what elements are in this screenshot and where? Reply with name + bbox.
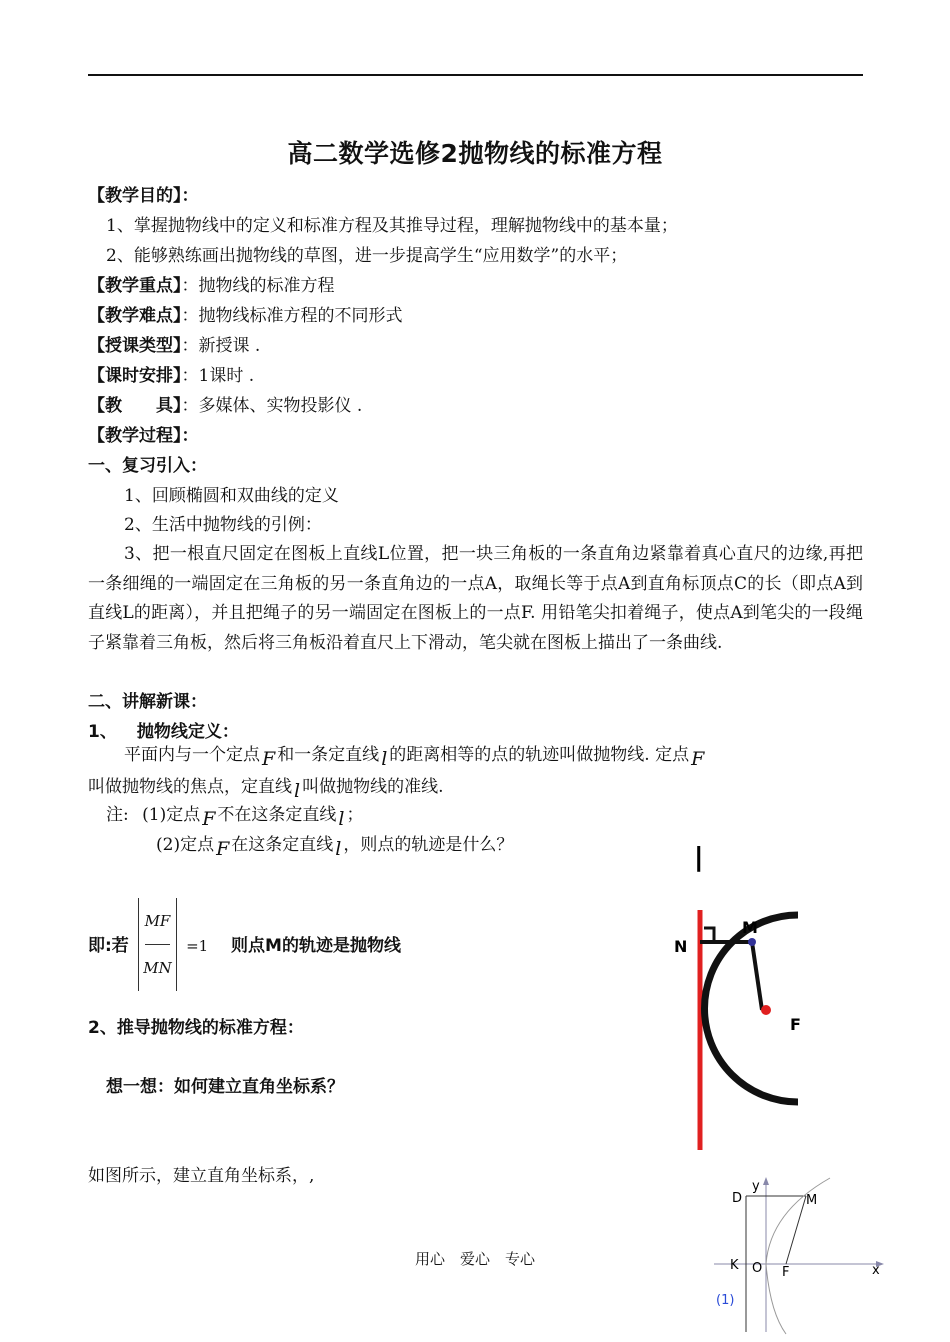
difficulty-text: ：抛物线标准方程的不同形式 (181, 306, 403, 326)
process-label: 【教学过程】： (88, 426, 199, 446)
page-footer: 用心 爱心 专心 (414, 1250, 535, 1268)
ratio-label: 即:若 (88, 936, 129, 956)
note-line-1 (106, 802, 364, 830)
label-N: N (674, 937, 688, 956)
var-F: F (691, 748, 705, 770)
label-y: y (752, 1179, 760, 1194)
definition-text-c: 的距离相等的点的轨迹叫做抛物线. 定点 (389, 745, 690, 765)
label-D: D (732, 1191, 743, 1206)
definition-text-a: 平面内与一个定点 (124, 745, 260, 765)
label-K: K (730, 1258, 739, 1273)
point-M (748, 938, 756, 946)
label-M: M (742, 918, 758, 937)
tools-text: ：多媒体、实物投影仪 . (181, 396, 363, 416)
schedule-text: ：1课时 . (181, 366, 255, 386)
key-point-text: ：抛物线的标准方程 (181, 276, 335, 296)
tools-label: 【教 具】 (88, 396, 182, 416)
note1-text-b: 不在这条定直线 (217, 805, 337, 825)
lesson-type-label: 【授课类型】 (88, 336, 182, 356)
objective-item-2: 2、能够熟练画出抛物线的草图，进一步提高学生“应用数学”的水平； (106, 246, 628, 266)
objective-item-1: 1、掌握抛物线中的定义和标准方程及其推导过程，理解抛物线中的基本量； (106, 216, 678, 236)
segment-MF (752, 942, 762, 1010)
note2-text-b: 在这条定直线 (231, 835, 334, 855)
note2-text-a: (2)定点 (156, 835, 215, 855)
note1-text-c: ； (346, 805, 364, 825)
directrix-label: l (694, 841, 704, 881)
label-M: M (806, 1193, 818, 1208)
ratio-statement (88, 900, 401, 993)
section1-item-3: 3、把一根直尺固定在图板上直线L位置，把一块三角板的一条直角边紧靠着真心直尺的边缘,再把一条细绳的一端固定在三角板的另一条直角边的一点A，取绳长等于点A到直角标顶点C的长（即点A到直线L的距离），并且把绳子的另一端固定在图板上的一点F. 用铅笔尖扣着绳子，使点A到笔尖的一段绳子紧靠着三角板，然后将三角板沿着直尺上下滑动，笔尖就在图板上描出了一条曲线. (88, 544, 863, 653)
label-x: x (872, 1263, 880, 1278)
label-F: F (782, 1265, 790, 1280)
section2-heading: 二、讲解新课： (88, 692, 207, 712)
tools-line (88, 394, 362, 418)
definition-number: 1、 (88, 722, 117, 742)
definition-text-b: 和一条定直线 (277, 745, 380, 765)
ratio-fraction (138, 898, 176, 991)
note2-text-c: ，则点的轨迹是什么？ (343, 835, 514, 855)
definition-text-e: 叫做抛物线的准线. (302, 777, 444, 797)
key-point-line (88, 274, 335, 298)
objectives-label: 【教学目的】： (88, 186, 199, 206)
label-O: O (752, 1261, 763, 1276)
setup-text: 如图所示，建立直角坐标系，, (88, 1166, 315, 1186)
var-l: l (335, 838, 342, 860)
difficulty-label: 【教学难点】 (88, 306, 182, 326)
var-l: l (381, 748, 388, 770)
lesson-type-text: ：新授课 . (181, 336, 261, 356)
var-l: l (338, 808, 345, 830)
var-F: F (202, 808, 216, 830)
right-angle-mark (704, 928, 714, 942)
header-rule (88, 74, 863, 76)
definition-heading (88, 720, 239, 744)
note-line-2 (156, 832, 514, 860)
definition-title: 抛物线定义： (136, 722, 239, 742)
section1-item-1: 1、回顾椭圆和双曲线的定义 (124, 486, 339, 506)
y-axis-arrow (763, 1177, 769, 1185)
fraction-numerator: MF (145, 898, 171, 945)
section1-heading: 一、复习引入： (88, 456, 207, 476)
var-F: F (216, 838, 230, 860)
difficulty-line (88, 304, 403, 328)
ratio-conclusion: 则点M的轨迹是抛物线 (231, 936, 401, 956)
think-prompt: 想一想：如何建立直角坐标系？ (106, 1077, 344, 1097)
definition-text-d: 叫做抛物线的焦点，定直线 (88, 777, 292, 797)
fraction-denominator: MN (143, 959, 172, 977)
note-label: 注: (106, 805, 129, 825)
derive-heading: 2、推导抛物线的标准方程： (88, 1018, 304, 1038)
note1-text-a: (1)定点 (142, 805, 201, 825)
focus-point (761, 1005, 771, 1015)
label-F: F (790, 1015, 801, 1034)
definition-line-2 (88, 774, 444, 802)
var-l: l (294, 780, 301, 802)
figure-caption: (1) (716, 1293, 735, 1308)
schedule-label: 【课时安排】 (88, 366, 182, 386)
definition-line-1 (124, 742, 706, 770)
key-point-label: 【教学重点】 (88, 276, 182, 296)
page-title: 高二数学选修2抛物线的标准方程 (287, 139, 663, 168)
var-F: F (262, 748, 276, 770)
section1-item-2: 2、生活中抛物线的引例： (124, 515, 322, 535)
ratio-equals-one: =1 (186, 937, 209, 955)
parabola-definition-figure (660, 840, 830, 1160)
lesson-type-line (88, 334, 260, 358)
schedule-line (88, 364, 254, 388)
